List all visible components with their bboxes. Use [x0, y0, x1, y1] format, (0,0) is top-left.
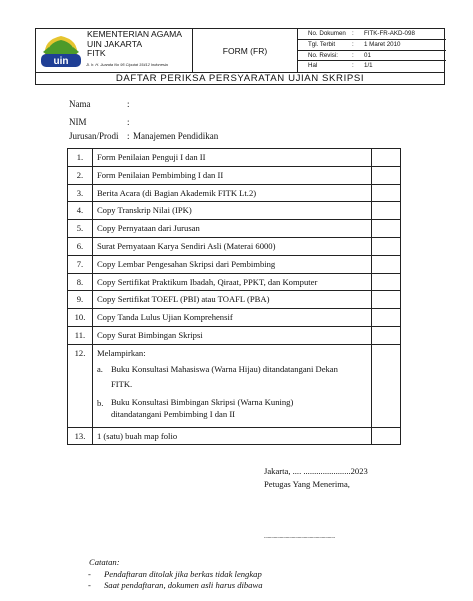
- row-text: Melampirkan:: [96, 347, 146, 358]
- row-number: 13.: [68, 427, 93, 444]
- attachment-line: Buku Konsultasi Bimbingan Skripsi (Warna Kuning): [110, 396, 294, 407]
- row-checkbox[interactable]: [372, 184, 401, 202]
- row-number: 6.: [68, 237, 93, 255]
- checklist-row: [68, 149, 401, 167]
- row-text: Form Penilaian Penguji I dan II: [92, 149, 371, 167]
- row-checkbox[interactable]: [372, 344, 401, 427]
- attachment-text: [111, 396, 293, 420]
- attachment-line: ditandatangani Pembimbing I dan II: [110, 408, 236, 419]
- row-text: Form Penilaian Pembimbing I dan II: [92, 166, 371, 184]
- row-number: 2.: [68, 166, 93, 184]
- meta-separator: :: [352, 51, 354, 59]
- row-text: Copy Lembar Pengesahan Skripsi dari Pembimbing: [92, 255, 371, 273]
- signature-line: ...........................................................: [264, 534, 335, 540]
- notes: [88, 557, 263, 592]
- meta-row-page: [298, 61, 446, 72]
- row-number: 10.: [68, 309, 93, 327]
- row-text: Copy Sertifikat Praktikum Ibadah, Qiraat, PPKT, dan Komputer: [92, 273, 371, 291]
- row-number: 7.: [68, 255, 93, 273]
- document-title: DAFTAR PERIKSA PERSYARATAN UJIAN SKRIPSI: [36, 72, 444, 85]
- row-number: 3.: [68, 184, 93, 202]
- checklist-row: [68, 255, 401, 273]
- row-checkbox[interactable]: [372, 273, 401, 291]
- institution-cell: [36, 29, 193, 72]
- checklist-row: [68, 220, 401, 238]
- name-label: Nama: [69, 99, 91, 109]
- attachment-line: Buku Konsultasi Mahasiswa (Warna Hijau) ditandatangani Dekan: [110, 363, 338, 374]
- checklist-row: [68, 202, 401, 220]
- note-text: Saat pendaftaran, dokumen asli harus dibawa: [104, 580, 263, 590]
- row-number: 1.: [68, 149, 93, 167]
- note-text: Pendaftaran ditolak jika berkas tidak lengkap: [104, 568, 262, 579]
- row-text: Surat Pernyataan Karya Sendiri Asli (Materai 6000): [92, 237, 371, 255]
- institution-line-2: UIN JAKARTA: [87, 38, 143, 49]
- row-text: Copy Surat Bimbingan Skripsi: [92, 326, 371, 344]
- meta-separator: :: [352, 30, 354, 37]
- meta-row-issue-date: [298, 40, 446, 51]
- checklist-row: [68, 166, 401, 184]
- institution-name: [87, 30, 182, 59]
- meta-row-document-number: [298, 29, 446, 40]
- row-attachments: [92, 344, 371, 427]
- row-checkbox[interactable]: [372, 291, 401, 309]
- row-number: 4.: [68, 202, 93, 220]
- row-number: 5.: [68, 220, 93, 238]
- note-dash: -: [88, 580, 91, 590]
- row-text: Copy Sertifikat TOEFL (PBI) atau TOAFL (PBA): [92, 291, 371, 309]
- checklist-row-attachments: [68, 344, 401, 427]
- uin-logo-icon: [39, 32, 83, 68]
- row-checkbox[interactable]: [372, 220, 401, 238]
- nim-label: NIM: [69, 117, 87, 127]
- checklist-row: [68, 427, 401, 444]
- row-checkbox[interactable]: [372, 309, 401, 327]
- row-checkbox[interactable]: [372, 202, 401, 220]
- institution-line-3: FITK: [87, 48, 106, 59]
- place-date: Jakarta, .... ......................2023: [264, 466, 368, 476]
- document-header: [35, 28, 445, 85]
- officer-title: Petugas Yang Menerima,: [264, 479, 350, 489]
- requirements-checklist: [67, 148, 401, 445]
- row-text: Copy Tanda Lulus Ujian Komprehensif: [92, 309, 371, 327]
- checklist-row: [68, 326, 401, 344]
- meta-key: No. Dokumen: [308, 30, 346, 37]
- attachment-b: [97, 396, 367, 420]
- row-number: 11.: [68, 326, 93, 344]
- institution-address: Jl. Ir. H. Juanda No 95 Ciputat 15412 Indonesia: [86, 62, 168, 67]
- checklist-row: [68, 309, 401, 327]
- row-checkbox[interactable]: [372, 166, 401, 184]
- name-field[interactable]: [69, 99, 189, 111]
- attachment-letter: a.: [96, 363, 103, 374]
- jurusan-separator: :: [127, 131, 130, 141]
- row-checkbox[interactable]: [372, 427, 401, 444]
- nim-field[interactable]: [69, 117, 189, 129]
- jurusan-label: Jurusan/Prodi: [69, 131, 119, 141]
- jurusan-value: Manajemen Pendidikan: [133, 131, 219, 141]
- meta-separator: :: [352, 62, 354, 70]
- logo-text: uin: [53, 56, 69, 67]
- meta-value: 01: [364, 51, 371, 59]
- checklist-row: [68, 291, 401, 309]
- note-item: [88, 568, 262, 581]
- attachment-a: [97, 362, 367, 392]
- attachment-line: FITK.: [110, 378, 133, 389]
- meta-value: FITK-FR-AKD-098: [364, 30, 415, 37]
- row-number: 8.: [68, 273, 93, 291]
- meta-separator: :: [352, 40, 354, 48]
- note-dash: -: [88, 568, 91, 579]
- meta-key: Hal: [308, 62, 318, 70]
- meta-row-revision: [298, 51, 446, 62]
- notes-title: Catatan:: [89, 557, 120, 567]
- row-text: Copy Transkrip Nilai (IPK): [92, 202, 371, 220]
- meta-key: No. Revisi:: [308, 51, 338, 59]
- meta-value: 1/1: [364, 62, 373, 70]
- row-number: 9.: [68, 291, 93, 309]
- row-checkbox[interactable]: [372, 237, 401, 255]
- meta-value: 1 Maret 2010: [364, 40, 401, 48]
- checklist-row: [68, 237, 401, 255]
- attachment-letter: b.: [96, 397, 104, 408]
- note-item: [88, 580, 263, 592]
- form-label: FORM (FR): [193, 29, 298, 72]
- meta-key: Tgl. Terbit: [308, 40, 336, 48]
- row-text: Copy Pernyataan dari Jurusan: [92, 220, 371, 238]
- name-separator: :: [127, 99, 130, 109]
- row-checkbox[interactable]: [372, 149, 401, 167]
- row-checkbox[interactable]: [372, 255, 401, 273]
- jurusan-field[interactable]: [69, 131, 269, 143]
- row-text: Berita Acara (di Bagian Akademik FITK Lt.2): [92, 184, 371, 202]
- document-meta: [298, 29, 446, 72]
- checklist-row: [68, 273, 401, 291]
- institution-line-1: KEMENTERIAN AGAMA: [87, 29, 183, 39]
- row-text: 1 (satu) buah map folio: [92, 427, 371, 444]
- checklist-row: [68, 184, 401, 202]
- attachment-text: [111, 362, 338, 392]
- nim-separator: :: [127, 117, 130, 127]
- row-number: 12.: [68, 344, 93, 427]
- row-checkbox[interactable]: [372, 326, 401, 344]
